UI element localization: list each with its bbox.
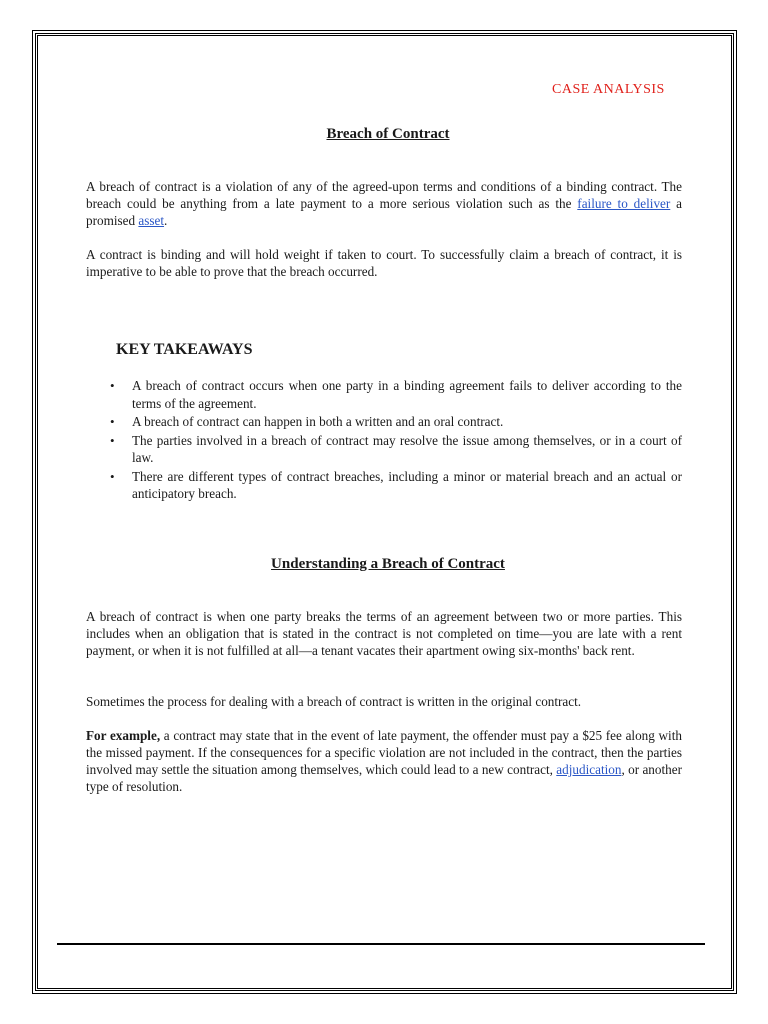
understanding-paragraph-3	[86, 727, 682, 795]
intro-text-1: A breach of contract is a violation of any of the agreed-upon terms and conditions of a binding contract. The breach could be anything from a late payment to a more serious violation such as the	[86, 179, 682, 211]
intro-text-2: a promised	[86, 196, 682, 228]
for-example-label: For example,	[86, 728, 161, 743]
asset-link[interactable]: asset	[138, 213, 165, 228]
page-title: Breach of Contract	[326, 126, 450, 142]
case-analysis-label: CASE ANALYSIS	[552, 82, 665, 97]
intro-text-3: .	[164, 213, 168, 228]
page-border	[32, 30, 737, 994]
footer-rule	[57, 943, 705, 945]
section-heading: Understanding a Breach of Contract	[271, 556, 505, 572]
understanding-paragraph-1: A breach of contract is when one party breaks the terms of an agreement between two or more parties. This includes when an obligation that is stated in the contract is not completed on time—you are late with a rent payment, or when it is not fulfilled at all—a tenant vacates their apartment owing six-months' back rent.	[86, 609, 682, 658]
list-item: • A breach of contract can happen in both a written and an oral contract.	[104, 413, 682, 431]
list-item: • A breach of contract occurs when one party in a binding agreement fails to deliver according to the terms of the agreement.	[104, 377, 682, 412]
intro-paragraph-2: A contract is binding and will hold weight if taken to court. To successfully claim a breach of contract, it is imperative to be able to prove that the breach occurred.	[86, 247, 682, 279]
failure-to-deliver-link[interactable]: failure to deliver	[577, 196, 671, 211]
example-text-1: a contract may state that in the event of late payment, the offender must pay a $25 fee along with the missed payment. If the consequences for a specific violation are not included in the contract, then the parties involved may settle the situation among themselves, which could lead to a new contract,	[86, 728, 682, 777]
understanding-paragraph-2: Sometimes the process for dealing with a breach of contract is written in the original contract.	[86, 694, 582, 709]
adjudication-link[interactable]: adjudication	[556, 762, 622, 777]
example-text-2: , or another type of resolution.	[86, 762, 682, 794]
key-takeaways-list	[104, 377, 682, 504]
intro-paragraph-1	[86, 178, 682, 229]
list-item: • The parties involved in a breach of contract may resolve the issue among themselves, or in a court of law.	[104, 432, 682, 467]
list-item: • There are different types of contract breaches, including a minor or material breach and an actual or anticipatory breach.	[104, 468, 682, 503]
key-takeaways-heading: KEY TAKEAWAYS	[116, 341, 253, 358]
